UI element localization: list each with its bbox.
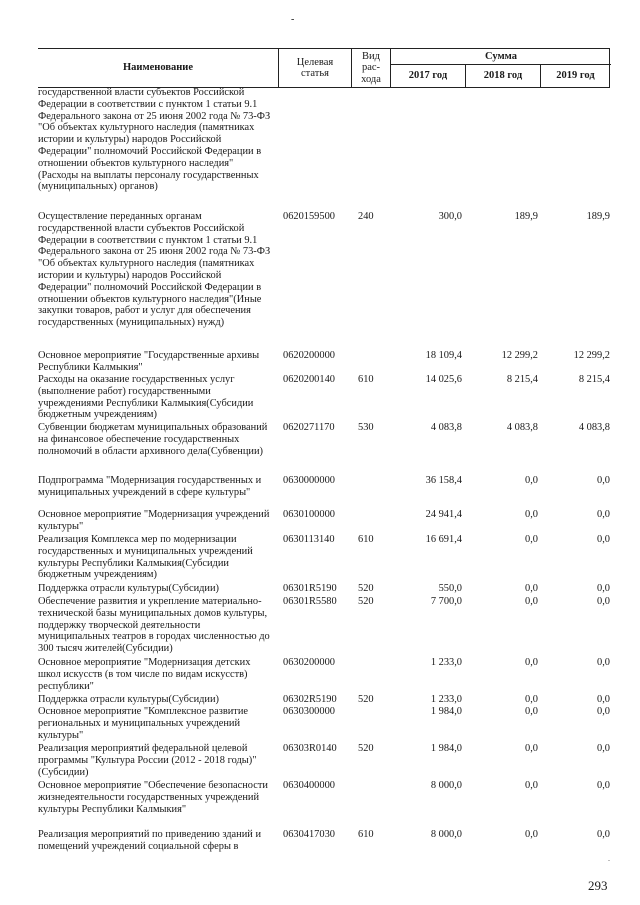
row-target-article: 06303R0140 [283, 743, 337, 754]
row-target-article: 0630113140 [283, 534, 335, 545]
row-name: Реализация мероприятий федеральной целевой программы "Культура России (2012 - 2018 годы)"(Субсидии) [38, 743, 257, 778]
row-amount-2019: 8 215,4 [578, 374, 610, 385]
row-expense-type: 530 [358, 422, 374, 433]
row-target-article: 06301R5580 [283, 596, 337, 607]
row-amount-2019: 0,0 [597, 583, 610, 594]
header-right-border [609, 49, 610, 87]
row-amount-2018: 12 299,2 [501, 350, 538, 361]
header-year-2018: 2018 год [465, 64, 540, 87]
row-target-article: 06301R5190 [283, 583, 337, 594]
row-amount-2017: 7 700,0 [430, 596, 462, 607]
row-target-article: 0620200140 [283, 374, 335, 385]
row-amount-2019: 4 083,8 [578, 422, 610, 433]
header-name: Наименование [123, 62, 193, 74]
row-amount-2017: 14 025,6 [425, 374, 462, 385]
row-amount-2017: 550,0 [438, 583, 462, 594]
row-name: Подпрограмма "Модернизация государственных и муниципальных учреждений в сфере культуры" [38, 475, 262, 498]
row-name: государственной власти субъектов Российской Федерации в соответствии с пунктом 1 статьи 9.1 Федерального закона от 25 июня 2002 года № 73-ФЗ "Об объектах культурного наследия (памятниках истории и культуры) народов Российской Федерации" полномочий Российской Федерации в отношении объектов культурного наследия"(Расходы на выплаты персоналу государственных (муниципальных) органов) [38, 87, 271, 193]
row-amount-2018: 0,0 [525, 509, 538, 520]
row-target-article: 06302R5190 [283, 694, 337, 705]
header-expense-type: Вид рас- хода [351, 49, 390, 87]
row-target-article: 0630000000 [283, 475, 335, 486]
row-amount-2018: 8 215,4 [506, 374, 538, 385]
row-amount-2017: 8 000,0 [430, 780, 462, 791]
row-name: Расходы на оказание государственных услуг (выполнение работ) государственными учреждениями Республики Калмыкия(Субсидии бюджетным учреждениям) [38, 374, 254, 421]
row-target-article: 0630100000 [283, 509, 335, 520]
row-amount-2017: 300,0 [438, 211, 462, 222]
row-amount-2018: 0,0 [525, 475, 538, 486]
row-amount-2017: 8 000,0 [430, 829, 462, 840]
row-amount-2019: 0,0 [597, 534, 610, 545]
row-amount-2018: 0,0 [525, 780, 538, 791]
row-amount-2019: 12 299,2 [573, 350, 610, 361]
row-amount-2017: 36 158,4 [425, 475, 462, 486]
row-amount-2017: 1 233,0 [430, 657, 462, 668]
row-expense-type: 520 [358, 583, 374, 594]
row-amount-2018: 0,0 [525, 743, 538, 754]
row-name: Основное мероприятие "Государственные архивы Республики Калмыкия" [38, 350, 260, 373]
page-number: 293 [588, 878, 608, 893]
row-expense-type: 610 [358, 829, 374, 840]
row-expense-type: 240 [358, 211, 374, 222]
row-amount-2017: 24 941,4 [425, 509, 462, 520]
row-target-article: 0620200000 [283, 350, 335, 361]
row-amount-2017: 1 984,0 [430, 743, 462, 754]
row-target-article: 0620159500 [283, 211, 335, 222]
row-amount-2018: 189,9 [514, 211, 538, 222]
row-name: Обеспечение развития и укрепление материально-технической базы муниципальных домов культуры, поддержку творческой деятельности муниципальных театров в городах численностью до 300 тысяч жителей(Субсидии) [38, 596, 270, 655]
row-amount-2017: 16 691,4 [425, 534, 462, 545]
row-name: Реализация мероприятий по приведению зданий и помещений учреждений социальной сферы в [38, 829, 262, 852]
row-amount-2019: 0,0 [597, 829, 610, 840]
top-mark: - [291, 14, 295, 25]
header-year-2017: 2017 год [390, 64, 465, 87]
row-target-article: 0630200000 [283, 657, 335, 668]
row-amount-2019: 189,9 [586, 211, 610, 222]
header-target-article: Целевая статья [278, 49, 351, 87]
row-expense-type: 520 [358, 694, 374, 705]
row-name: Основное мероприятие "Модернизация учреждений культуры" [38, 509, 270, 532]
row-amount-2018: 0,0 [525, 534, 538, 545]
corner-mark: . [608, 854, 610, 863]
row-amount-2017: 18 109,4 [425, 350, 462, 361]
row-expense-type: 610 [358, 534, 374, 545]
row-amount-2018: 0,0 [525, 694, 538, 705]
row-amount-2019: 0,0 [597, 657, 610, 668]
header-year-2019: 2019 год [540, 64, 610, 87]
row-target-article: 0620271170 [283, 422, 335, 433]
row-name: Поддержка отрасли культуры(Субсидии) [38, 694, 220, 705]
row-target-article: 0630400000 [283, 780, 335, 791]
row-amount-2018: 0,0 [525, 583, 538, 594]
table-header [38, 48, 610, 88]
row-target-article: 0630417030 [283, 829, 335, 840]
row-name: Основное мероприятие "Обеспечение безопасности жизнедеятельности государственных учреждений культуры Республики Калмыкия" [38, 780, 268, 815]
row-name: Субвенции бюджетам муниципальных образований на финансовое обеспечение государственных полномочий в области архивного дела(Субвенции) [38, 422, 268, 457]
row-amount-2019: 0,0 [597, 596, 610, 607]
row-amount-2018: 0,0 [525, 829, 538, 840]
row-amount-2019: 0,0 [597, 706, 610, 717]
row-amount-2019: 0,0 [597, 475, 610, 486]
row-amount-2018: 4 083,8 [506, 422, 538, 433]
row-name: Поддержка отрасли культуры(Субсидии) [38, 583, 220, 594]
row-expense-type: 520 [358, 596, 374, 607]
row-name: Основное мероприятие "Комплексное развитие региональных и муниципальных учреждений культуры" [38, 706, 249, 741]
row-amount-2018: 0,0 [525, 596, 538, 607]
row-amount-2017: 4 083,8 [430, 422, 462, 433]
row-amount-2019: 0,0 [597, 509, 610, 520]
row-name: Основное мероприятие "Модернизация детских школ искусств (в том числе по видам искусств) республики" [38, 657, 251, 692]
row-amount-2017: 1 984,0 [430, 706, 462, 717]
header-sum: Сумма [390, 49, 611, 65]
row-amount-2018: 0,0 [525, 706, 538, 717]
row-amount-2019: 0,0 [597, 743, 610, 754]
row-target-article: 0630300000 [283, 706, 335, 717]
row-amount-2019: 0,0 [597, 780, 610, 791]
row-name: Реализация Комплекса мер по модернизации государственных и муниципальных учреждений культуры Республики Калмыкия(Субсидии бюджетным учреждениям) [38, 534, 253, 581]
row-amount-2019: 0,0 [597, 694, 610, 705]
row-expense-type: 610 [358, 374, 374, 385]
row-amount-2018: 0,0 [525, 657, 538, 668]
row-expense-type: 520 [358, 743, 374, 754]
row-name: Осуществление переданных органам государственной власти субъектов Российской Федерации в соответствии с пунктом 1 статьи 9.1 Федерального закона от 25 июня 2002 года № 73-ФЗ "Об объектах культурного наследия (памятниках истории и культуры) народов Российской Федерации" полномочий Российской Федерации в отношении объектов культурного наследия"(Иные закупки товаров, работ и услуг для обеспечения государственных (муниципальных) нужд) [38, 211, 271, 329]
row-amount-2017: 1 233,0 [430, 694, 462, 705]
